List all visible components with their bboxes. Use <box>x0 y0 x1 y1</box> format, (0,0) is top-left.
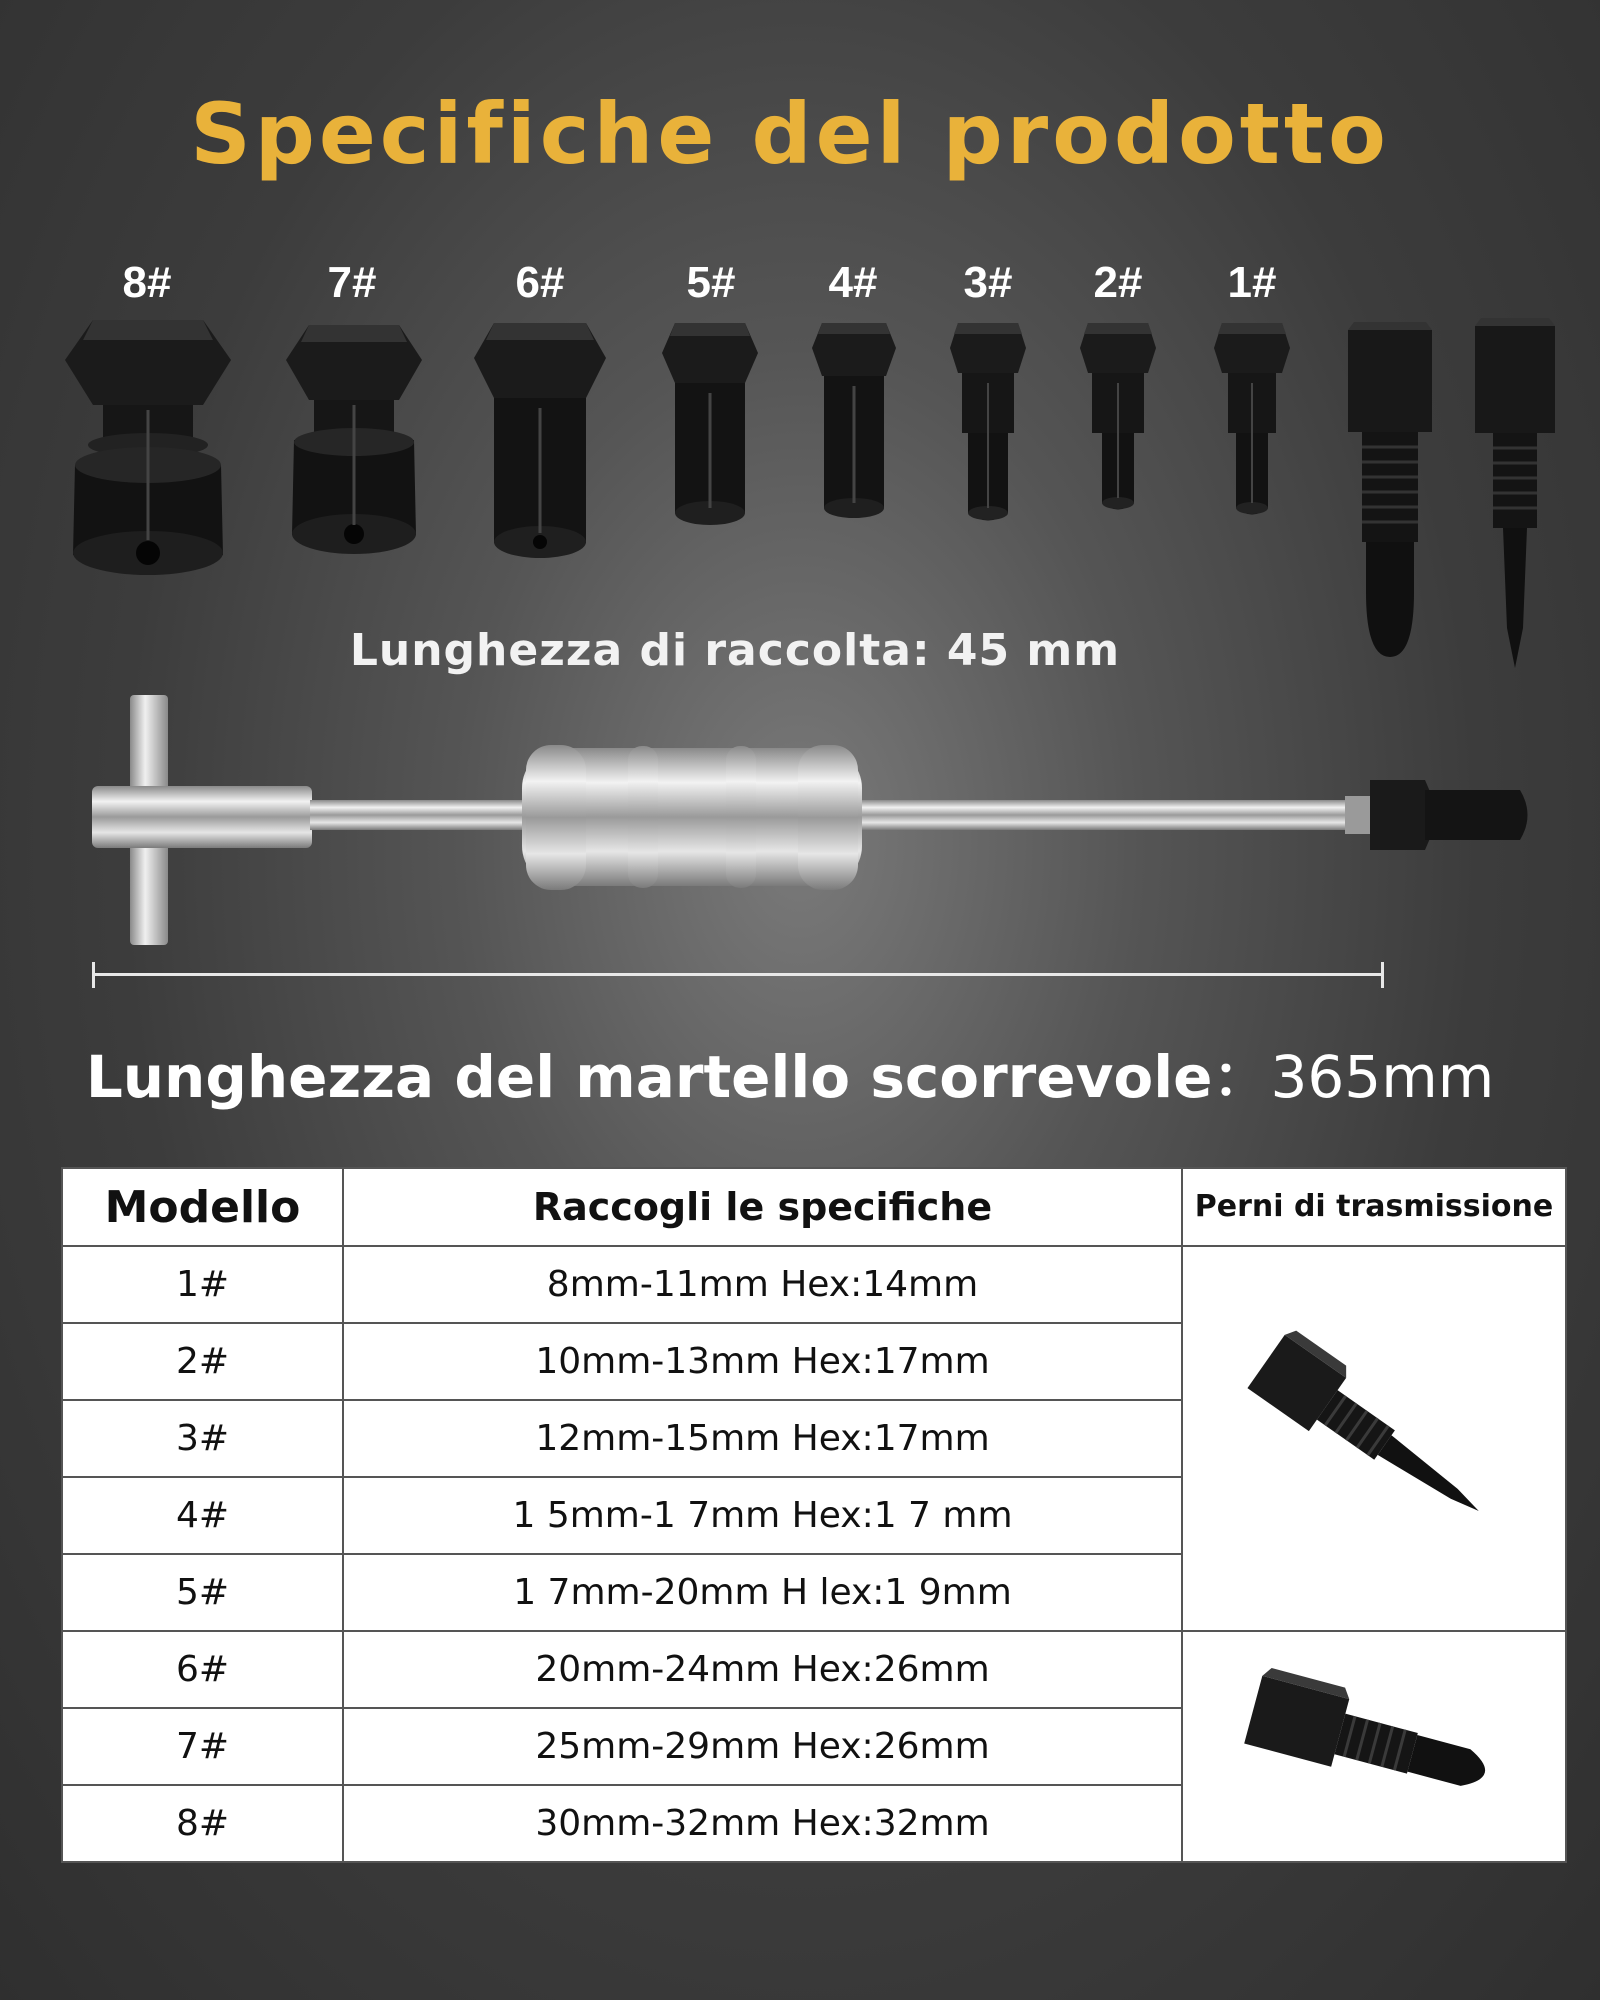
cell-spec: 30mm-32mm Hex:32mm <box>343 1785 1182 1862</box>
hammer-length-label: Lunghezza del martello scorrevole： <box>85 1043 1271 1111</box>
pin-cell-pointed <box>1182 1246 1566 1631</box>
collet-label-3: 3# <box>963 258 1013 307</box>
cell-spec: 25mm-29mm Hex:26mm <box>343 1708 1182 1785</box>
cell-model: 7# <box>62 1708 343 1785</box>
cell-model: 8# <box>62 1785 343 1862</box>
cell-spec: 12mm-15mm Hex:17mm <box>343 1400 1182 1477</box>
drive-pin-pointed-image <box>1465 318 1565 673</box>
collet-4-image <box>810 318 898 528</box>
cell-model: 2# <box>62 1323 343 1400</box>
header-model: Modello <box>62 1168 343 1246</box>
header-pins: Perni di trasmissione <box>1182 1168 1566 1246</box>
dimension-tick-right <box>1381 962 1384 988</box>
collet-label-4: 4# <box>828 258 878 307</box>
dimension-line <box>93 973 1383 976</box>
drive-pin-blunt-icon <box>1224 1662 1524 1822</box>
collet-5-image <box>660 318 760 533</box>
cell-spec: 10mm-13mm Hex:17mm <box>343 1323 1182 1400</box>
pin-cell-blunt <box>1182 1631 1566 1862</box>
collet-label-1: 1# <box>1227 258 1277 307</box>
cell-spec: 8mm-11mm Hex:14mm <box>343 1246 1182 1323</box>
spec-table <box>61 1167 1567 1863</box>
collet-label-5: 5# <box>686 258 736 307</box>
cell-model: 5# <box>62 1554 343 1631</box>
dimension-tick-left <box>92 962 95 988</box>
collet-7-image <box>284 320 424 565</box>
slide-hammer-image <box>80 690 1540 955</box>
table-row <box>62 1631 1566 1708</box>
cell-model: 3# <box>62 1400 343 1477</box>
header-spec: Raccogli le specifiche <box>343 1168 1182 1246</box>
cell-spec: 20mm-24mm Hex:26mm <box>343 1631 1182 1708</box>
cell-model: 4# <box>62 1477 343 1554</box>
cell-model: 1# <box>62 1246 343 1323</box>
collet-label-6: 6# <box>515 258 565 307</box>
collect-length-label: Lunghezza di raccolta: 45 mm <box>349 625 1121 676</box>
collet-6-image <box>472 318 608 563</box>
collet-label-2: 2# <box>1093 258 1143 307</box>
hammer-length <box>0 1030 1580 1114</box>
cell-model: 6# <box>62 1631 343 1708</box>
drive-pin-pointed-icon <box>1224 1309 1524 1559</box>
page-title: Specifiche del prodotto <box>190 85 1390 183</box>
collet-1-image <box>1212 318 1292 523</box>
cell-spec: 1 5mm-1 7mm Hex:1 7 mm <box>343 1477 1182 1554</box>
table-row <box>62 1246 1566 1323</box>
table-header-row <box>62 1168 1566 1246</box>
collet-label-7: 7# <box>327 258 377 307</box>
drive-pin-blunt-image <box>1340 322 1440 662</box>
collet-label-8: 8# <box>122 258 172 307</box>
collet-3-image <box>948 318 1028 528</box>
collet-2-image <box>1078 318 1158 518</box>
collet-8-image <box>63 315 233 585</box>
cell-spec: 1 7mm-20mm H lex:1 9mm <box>343 1554 1182 1631</box>
hammer-length-value: 365mm <box>1270 1043 1495 1111</box>
